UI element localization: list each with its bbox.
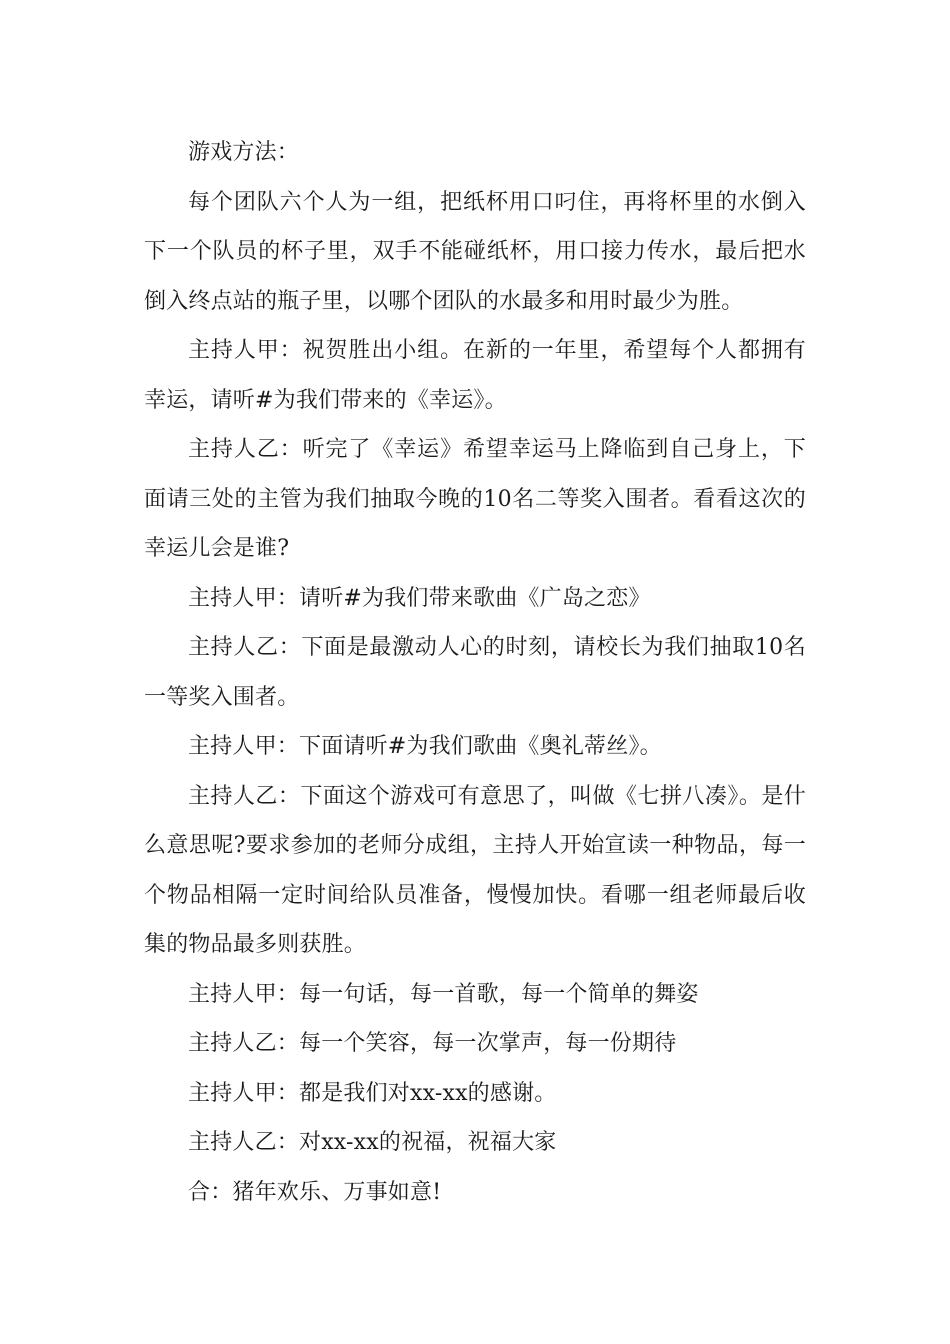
paragraph-host-b-4: 主持人乙：每一个笑容，每一次掌声，每一份期待 xyxy=(188,1031,677,1056)
paragraph-game-rules: 每个团队六个人为一组，把纸杯用口叼住，再将杯里的水倒入下一个队员的杯子里，双手不能碰纸杯，用口接力传水，最后把水倒入终点站的瓶子里，以哪个团队的水最多和用时最少为胜。 xyxy=(144,189,806,314)
paragraph-host-a-5: 主持人甲：都是我们对xx-xx的感谢。 xyxy=(188,1080,557,1106)
paragraph-host-a-3: 主持人甲：下面请听#为我们歌曲《奥礼蒂丝》。 xyxy=(188,734,662,759)
paragraph-together: 合：猪年欢乐、万事如意! xyxy=(188,1179,442,1205)
paragraph-game-method-heading: 游戏方法： xyxy=(188,140,300,165)
paragraph-host-b-5: 主持人乙：对xx-xx的祝福，祝福大家 xyxy=(188,1130,557,1155)
document-body xyxy=(144,128,806,1217)
paragraph-host-a-4: 主持人甲：每一句话，每一首歌，每一个简单的舞姿 xyxy=(188,981,699,1007)
paragraph-host-a-1: 主持人甲：祝贺胜出小组。在新的一年里，希望每个人都拥有幸运，请听#为我们带来的《幸运》。 xyxy=(144,338,806,413)
paragraph-host-a-2: 主持人甲：请听#为我们带来歌曲《广岛之恋》 xyxy=(188,585,651,611)
paragraph-host-b-3: 主持人乙：下面这个游戏可有意思了，叫做《七拼八凑》。是什么意思呢?要求参加的老师分成组，主持人开始宣读一种物品，每一个物品相隔一定时间给队员准备，慢慢加快。看哪一组老师最后收集的物品最多则获胜。 xyxy=(144,783,806,957)
paragraph-host-b-1: 主持人乙：听完了《幸运》希望幸运马上降临到自己身上，下面请三处的主管为我们抽取今晚的10名二等奖入围者。看看这次的幸运儿会是谁? xyxy=(144,437,806,561)
paragraph-host-b-2: 主持人乙：下面是最激动人心的时刻，请校长为我们抽取10名一等奖入围者。 xyxy=(144,635,806,710)
